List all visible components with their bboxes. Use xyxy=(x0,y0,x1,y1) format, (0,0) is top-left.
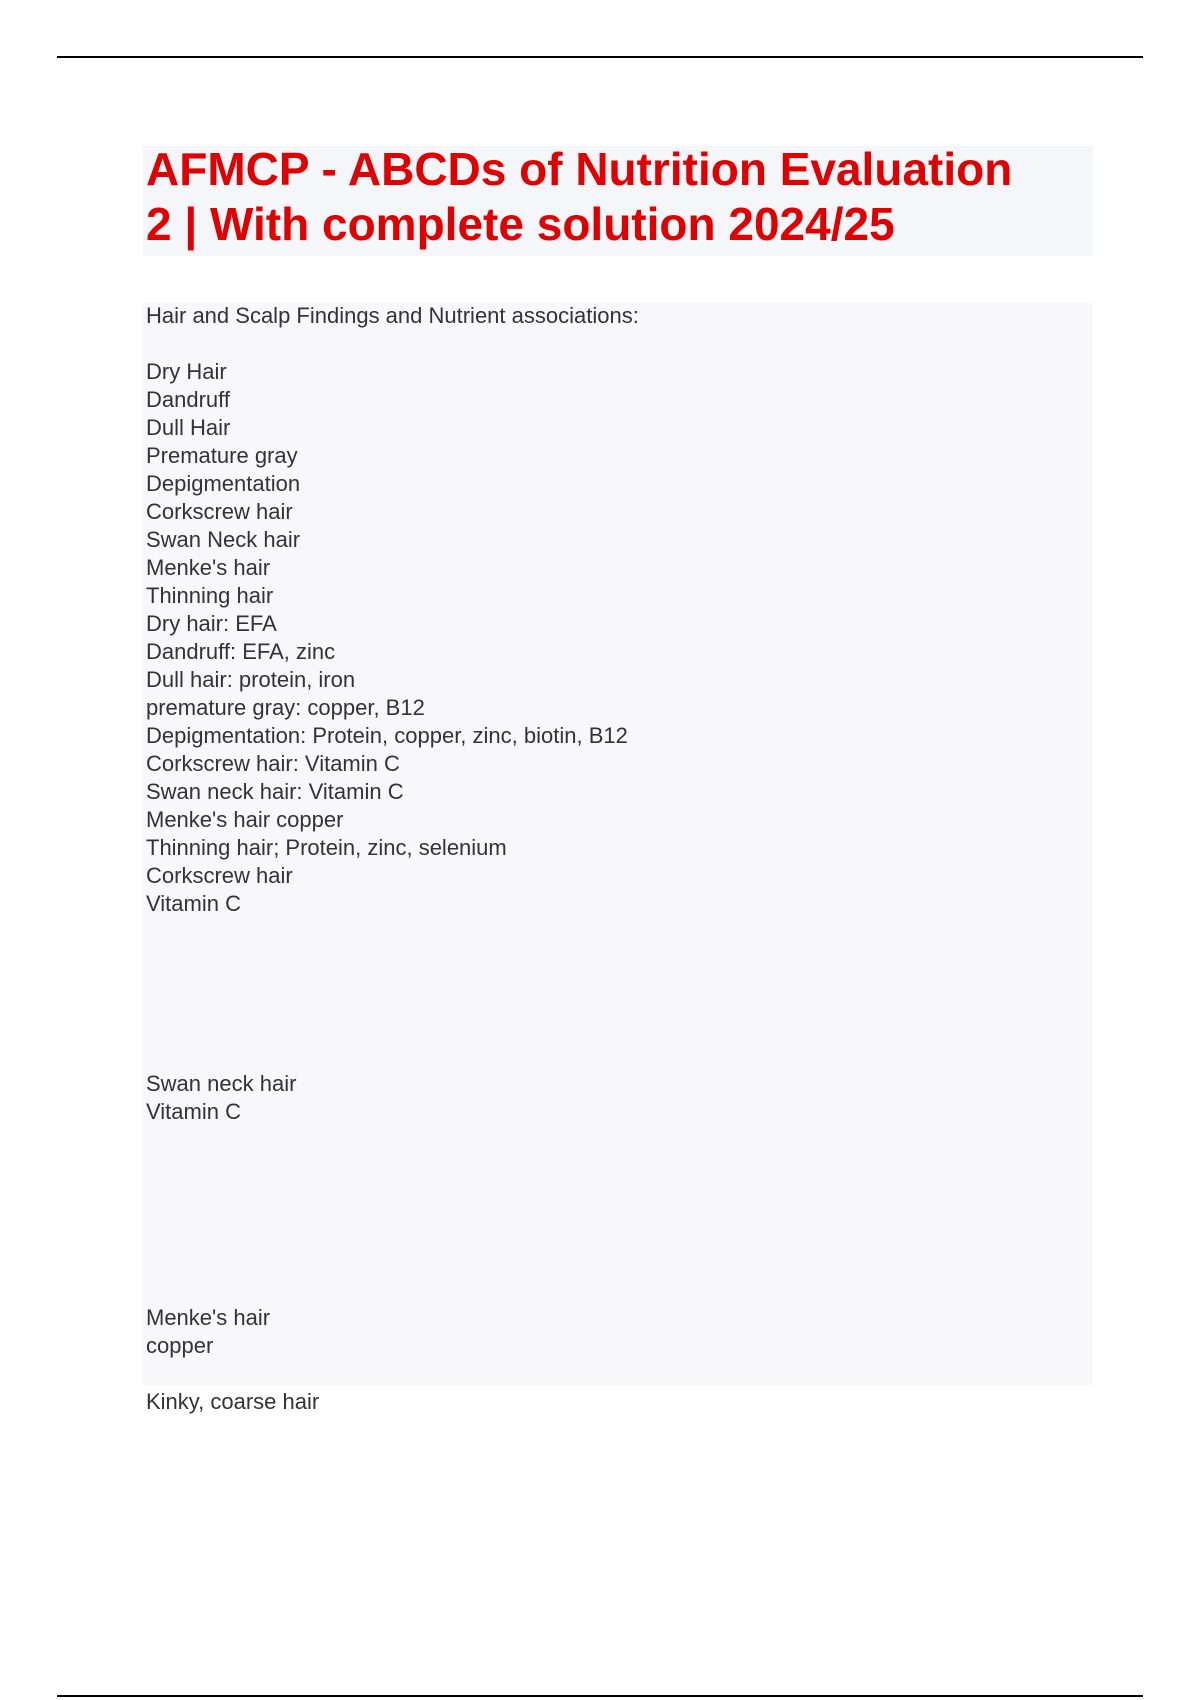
association-item: Menke's hair copper xyxy=(146,807,344,832)
association-item: premature gray: copper, B12 xyxy=(146,695,425,720)
finding-item: Thinning hair xyxy=(146,583,274,608)
card-term: Corkscrew hair xyxy=(146,863,293,888)
document-body xyxy=(146,302,1076,1416)
finding-item: Menke's hair xyxy=(146,555,271,580)
intro-text: Hair and Scalp Findings and Nutrient associations: xyxy=(146,303,639,328)
association-item: Dry hair: EFA xyxy=(146,611,277,636)
title-line-2: 2 | With complete solution 2024/25 xyxy=(146,198,895,250)
association-item: Thinning hair; Protein, zinc, selenium xyxy=(146,835,507,860)
card-term: Swan neck hair xyxy=(146,1071,297,1096)
card-answer: Vitamin C xyxy=(146,891,241,916)
card-answer: copper xyxy=(146,1333,214,1358)
card-term: Menke's hair xyxy=(146,1305,271,1330)
finding-item: Dandruff xyxy=(146,387,230,412)
finding-item: Dull Hair xyxy=(146,415,231,440)
card-term: Kinky, coarse hair xyxy=(146,1389,320,1414)
title-line-1: AFMCP - ABCDs of Nutrition Evaluation xyxy=(146,143,1013,195)
footer-rule xyxy=(57,1695,1143,1697)
document-title xyxy=(146,142,1096,252)
association-item: Depigmentation: Protein, copper, zinc, biotin, B12 xyxy=(146,723,628,748)
association-item: Dandruff: EFA, zinc xyxy=(146,639,336,664)
header-rule xyxy=(57,56,1143,58)
association-item: Dull hair: protein, iron xyxy=(146,667,356,692)
finding-item: Corkscrew hair xyxy=(146,499,293,524)
finding-item: Premature gray xyxy=(146,443,298,468)
finding-item: Depigmentation xyxy=(146,471,301,496)
association-item: Corkscrew hair: Vitamin C xyxy=(146,751,400,776)
finding-item: Dry Hair xyxy=(146,359,227,384)
card-answer: Vitamin C xyxy=(146,1099,241,1124)
finding-item: Swan Neck hair xyxy=(146,527,301,552)
association-item: Swan neck hair: Vitamin C xyxy=(146,779,404,804)
